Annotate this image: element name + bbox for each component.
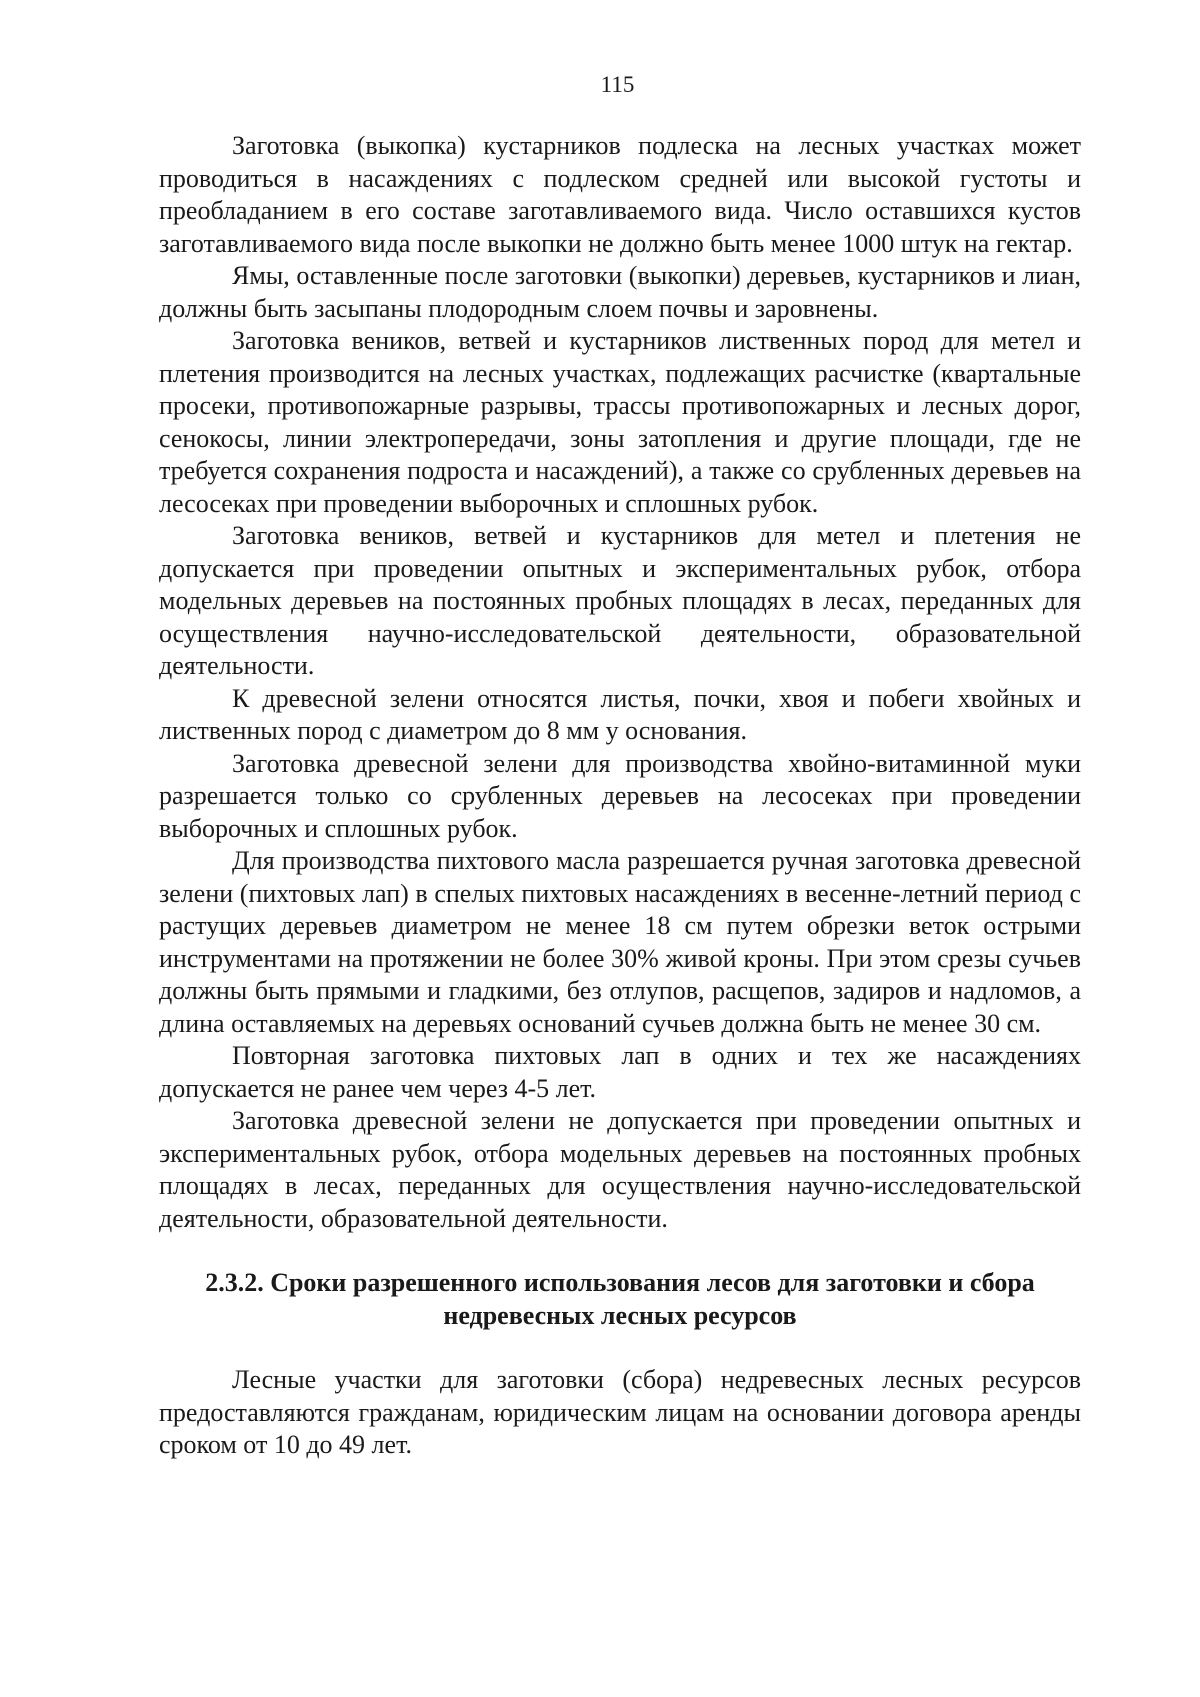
paragraph: К древесной зелени относятся листья, почки, хвоя и побеги хвойных и лиственных пород с диаметром до 8 мм у основания. — [159, 683, 1081, 745]
paragraph: Заготовка (выкопка) кустарников подлеска на лесных участках может проводиться в насаждениях с подлеском средней или высокой густоты и преобладанием в его составе заготавливаемого вида. Число оставшихся кустов заготавливаемого вида после выкопки не должно быть менее 1000 штук на гектар. — [159, 131, 1081, 258]
paragraph: Для производства пихтового масла разрешается ручная заготовка древесной зелени (пихтовых лап) в спелых пихтовых насаждениях в весенне-летний период с растущих деревьев диаметром не менее 18 см путем обрезки веток острыми инструментами на протяжении не более 30% живой кроны. При этом срезы сучьев должны быть прямыми и гладкими, без отлупов, расщепов, задиров и надломов, а длина оставляемых на деревьях оснований сучьев должна быть не менее 30 см. — [159, 846, 1081, 1038]
paragraph: Повторная заготовка пихтовых лап в одних и тех же насаждениях допускается не ранее чем через 4-5 лет. — [159, 1041, 1081, 1103]
section-heading: 2.3.2. Сроки разрешенного использования лесов для заготовки и сбора недревесных лесных ресурсов — [205, 1268, 1035, 1330]
page-number: 115 — [600, 72, 635, 97]
paragraph: Заготовка веников, ветвей и кустарников для метел и плетения не допускается при проведении опытных и экспериментальных рубок, отбора модельных деревьев на постоянных пробных площадях в лесах, переданных для осуществления научно-исследовательской деятельности, образовательной деятельности. — [159, 521, 1081, 680]
paragraph: Заготовка древесной зелени не допускается при проведении опытных и экспериментальных рубок, отбора модельных деревьев на постоянных пробных площадях в лесах, переданных для осуществления научно-исследовательской деятельности, образовательной деятельности. — [159, 1106, 1081, 1233]
paragraph: Заготовка древесной зелени для производства хвойно-витаминной муки разрешается только со срубленных деревьев на лесосеках при проведении выборочных и сплошных рубок. — [159, 748, 1081, 843]
document-body — [159, 130, 1081, 1462]
paragraph: Лесные участки для заготовки (сбора) недревесных лесных ресурсов предоставляются гражданам, юридическим лицам на основании договора аренды сроком от 10 до 49 лет. — [159, 1365, 1081, 1459]
paragraph: Ямы, оставленные после заготовки (выкопки) деревьев, кустарников и лиан, должны быть засыпаны плодородным слоем почвы и заровнены. — [159, 261, 1081, 323]
paragraph: Заготовка веников, ветвей и кустарников лиственных пород для метел и плетения производится на лесных участках, подлежащих расчистке (квартальные просеки, противопожарные разрывы, трассы противопожарных и лесных дорог, сенокосы, линии электропередачи, зоны затопления и другие площади, где не требуется сохранения подроста и насаждений), а также со срубленных деревьев на лесосеках при проведении выборочных и сплошных рубок. — [159, 326, 1081, 518]
